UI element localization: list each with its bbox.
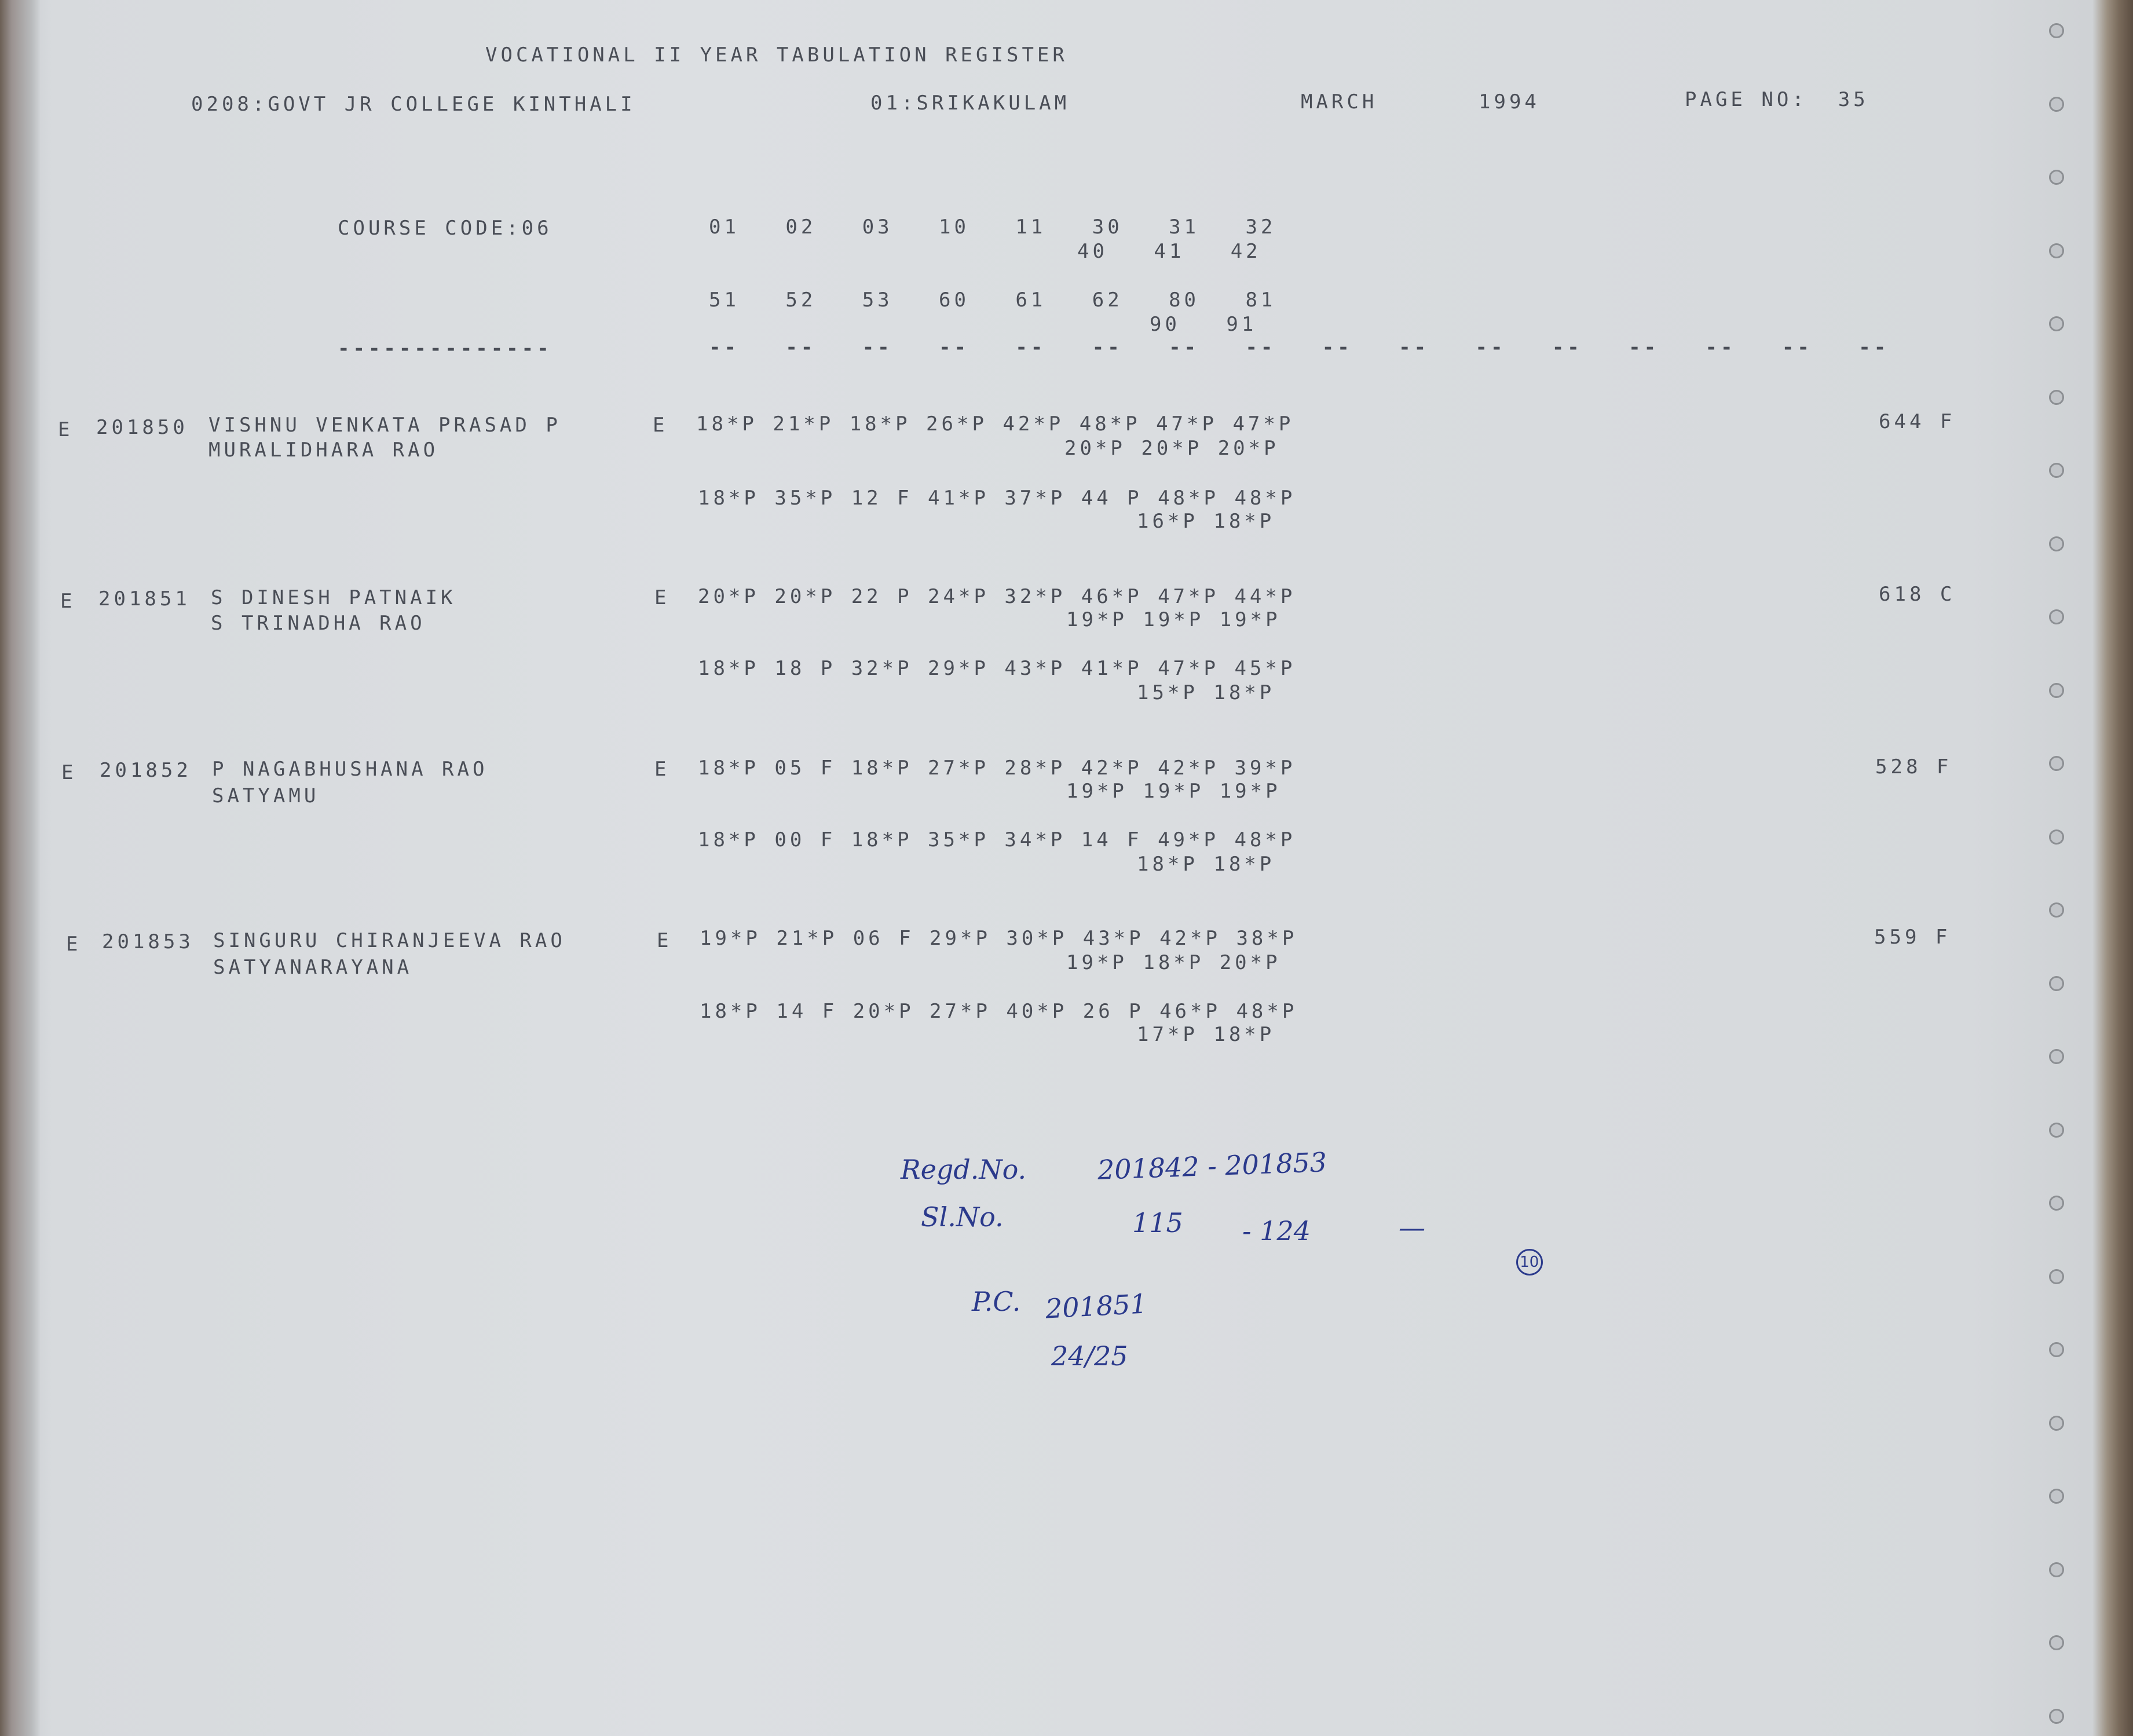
marks-line-2b: 17*P 18*P <box>1137 1023 1275 1046</box>
subject-codes-row-1b: 40 41 42 <box>1077 240 1261 263</box>
register-title: VOCATIONAL II YEAR TABULATION REGISTER <box>485 43 1068 67</box>
header-underline-columns: -- -- -- -- -- -- -- -- -- -- -- -- -- -- -- -- <box>709 336 1890 359</box>
marks-line-2: 18*P 18 P 32*P 29*P 43*P 41*P 47*P 45*P <box>698 657 1296 680</box>
binding-hole <box>2049 829 2064 845</box>
handwritten-reg-label: Regd.No. <box>901 1154 1027 1185</box>
marks-line-2: 18*P 14 F 20*P 27*P 40*P 26 P 46*P 48*P <box>700 1000 1298 1023</box>
total-result: 559 F <box>1874 926 1951 949</box>
college-name: 0208:GOVT JR COLLEGE KINTHALI <box>191 93 636 116</box>
marks-line-1: 18*P 21*P 18*P 26*P 42*P 48*P 47*P 47*P <box>696 412 1294 436</box>
binding-hole <box>2049 170 2064 185</box>
total-result: 618 C <box>1879 583 1956 606</box>
binding-hole <box>2049 1342 2064 1357</box>
student-reg-no: 201852 <box>100 759 192 782</box>
total-result: 528 F <box>1875 755 1952 779</box>
father-name: S TRINADHA RAO <box>211 612 426 635</box>
marks-line-1b: 20*P 20*P 20*P <box>1064 437 1279 460</box>
circled-count: 10 <box>1516 1249 1543 1275</box>
marks-line-1: 20*P 20*P 22 P 24*P 32*P 46*P 47*P 44*P <box>698 585 1296 608</box>
handwritten-count <box>1465 1211 1543 1307</box>
exam-year: 1994 <box>1479 90 1540 114</box>
student-medium: E <box>657 929 672 952</box>
binding-hole <box>2049 97 2064 112</box>
subject-codes-row-2: 51 52 53 60 61 62 80 81 <box>709 288 1276 312</box>
marks-line-2b: 15*P 18*P <box>1137 681 1275 704</box>
binding-hole <box>2049 1709 2064 1724</box>
father-name: SATYANARAYANA <box>213 956 413 979</box>
handwritten-reg-range: 201842 - 201853 <box>1097 1146 1327 1186</box>
exam-month: MARCH <box>1301 90 1378 114</box>
binding-hole <box>2049 1049 2064 1064</box>
marks-line-1: 19*P 21*P 06 F 29*P 30*P 43*P 42*P 38*P <box>700 927 1298 950</box>
binding-hole <box>2049 1562 2064 1577</box>
binding-hole <box>2049 756 2064 771</box>
total-result: 644 F <box>1879 410 1956 433</box>
student-medium: E <box>653 414 668 437</box>
binding-hole <box>2049 609 2064 624</box>
handwritten-sl-label: Sl.No. <box>921 1201 1004 1233</box>
student-flag: E <box>60 590 76 613</box>
handwritten-pc-date: 24/25 <box>1051 1340 1128 1372</box>
handwritten-sl-to: - 124 <box>1242 1215 1311 1247</box>
student-reg-no: 201853 <box>102 930 194 953</box>
student-flag: E <box>58 418 74 441</box>
student-name: S DINESH PATNAIK <box>211 586 456 609</box>
handwritten-pc-reg: 201851 <box>1044 1288 1148 1325</box>
marks-line-2: 18*P 00 F 18*P 35*P 34*P 14 F 49*P 48*P <box>698 828 1296 851</box>
binding-hole <box>2049 1635 2064 1650</box>
student-reg-no: 201851 <box>98 587 191 611</box>
student-name: SINGURU CHIRANJEEVA RAO <box>213 929 566 952</box>
binding-hole <box>2049 243 2064 258</box>
marks-line-2: 18*P 35*P 12 F 41*P 37*P 44 P 48*P 48*P <box>698 487 1296 510</box>
student-name: VISHNU VENKATA PRASAD P <box>208 414 561 437</box>
binding-hole <box>2049 390 2064 405</box>
student-name: P NAGABHUSHANA RAO <box>212 758 488 781</box>
handwritten-dash: — <box>1399 1212 1425 1243</box>
header-underline-label: -------------- <box>338 337 553 360</box>
student-flag: E <box>61 761 77 784</box>
marks-line-1: 18*P 05 F 18*P 27*P 28*P 42*P 42*P 39*P <box>698 756 1296 780</box>
page-edge <box>2092 0 2133 1736</box>
father-name: MURALIDHARA RAO <box>208 438 439 462</box>
binding-hole <box>2049 536 2064 551</box>
binding-hole <box>2049 1416 2064 1431</box>
student-reg-no: 201850 <box>96 416 188 439</box>
marks-line-1b: 19*P 19*P 19*P <box>1066 608 1281 631</box>
binding-hole <box>2049 1489 2064 1504</box>
binding-hole <box>2049 1123 2064 1138</box>
binding-hole <box>2049 316 2064 331</box>
binding-hole <box>2049 23 2064 38</box>
father-name: SATYAMU <box>212 784 320 807</box>
binding-hole <box>2049 1269 2064 1284</box>
marks-line-1b: 19*P 19*P 19*P <box>1066 780 1281 803</box>
student-medium: E <box>654 758 670 781</box>
handwritten-sl-from: 115 <box>1132 1207 1183 1238</box>
binding-hole <box>2049 902 2064 918</box>
binding-holes <box>2043 0 2078 1736</box>
binding-hole <box>2049 683 2064 698</box>
binding-hole <box>2049 976 2064 991</box>
marks-line-1b: 19*P 18*P 20*P <box>1066 951 1281 974</box>
binding-hole <box>2049 463 2064 478</box>
subject-codes-row-1: 01 02 03 10 11 30 31 32 <box>709 215 1276 239</box>
page-number: PAGE NO: 35 <box>1685 88 1869 111</box>
binding-hole <box>2049 1196 2064 1211</box>
student-medium: E <box>654 586 670 609</box>
district-name: 01:SRIKAKULAM <box>870 92 1070 115</box>
student-flag: E <box>66 933 82 956</box>
subject-codes-row-2b: 90 91 <box>1150 313 1257 336</box>
handwritten-pc-label: P.C. <box>972 1286 1021 1317</box>
marks-line-2b: 16*P 18*P <box>1137 510 1275 533</box>
course-code-label: COURSE CODE:06 <box>338 217 553 240</box>
marks-line-2b: 18*P 18*P <box>1137 853 1275 876</box>
book-spine <box>0 0 41 1736</box>
